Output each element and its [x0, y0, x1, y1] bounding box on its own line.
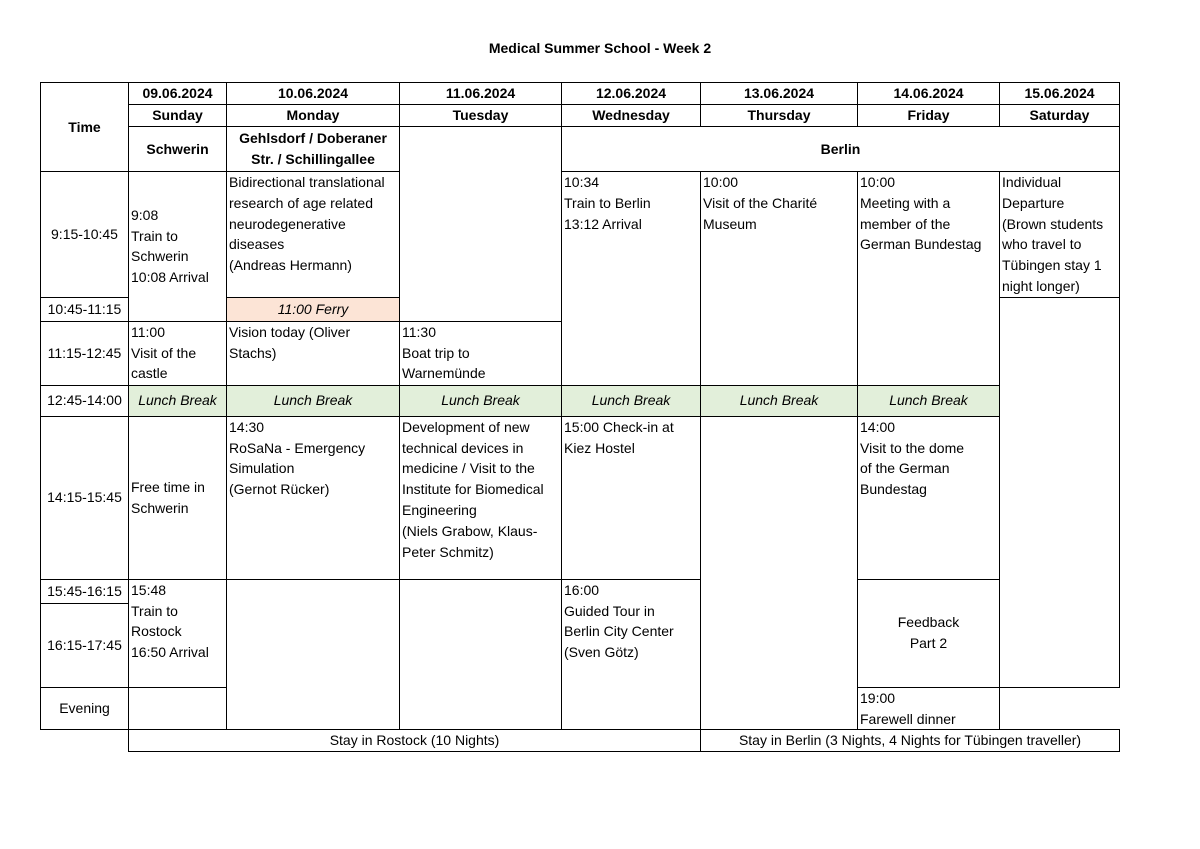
event-line: 10:00 [860, 174, 896, 190]
event-line: Peter Schmitz) [402, 543, 494, 560]
event-line: Free time in [131, 478, 205, 495]
event-boat-trip [400, 321, 562, 385]
event-line: Schwerin [131, 499, 189, 516]
event-line: Feedback [897, 614, 960, 631]
event-research-lecture [227, 172, 400, 298]
empty-cell [227, 579, 400, 730]
event-line: Bidirectional translational [229, 174, 385, 190]
date-monday: 10.06.2024 [227, 83, 400, 105]
date-sunday: 09.06.2024 [129, 83, 227, 105]
event-rosana-simulation [227, 416, 400, 579]
event-line: Visit of the [131, 344, 197, 361]
time-slot: 11:15-12:45 [41, 321, 129, 385]
event-line: (Niels Grabow, Klaus- [402, 522, 538, 539]
event-line: Guided Tour in [564, 602, 655, 619]
event-line: German Bundestag [860, 236, 982, 253]
event-line: Part 2 [909, 635, 948, 652]
day-saturday: Saturday [1000, 105, 1120, 127]
event-line: Meeting with a [860, 194, 951, 211]
empty-cell [701, 416, 858, 730]
time-slot: Evening [41, 687, 129, 730]
day-wednesday: Wednesday [562, 105, 701, 127]
day-monday: Monday [227, 105, 400, 127]
lunch-break: Lunch Break [701, 385, 858, 416]
event-line: Train to [131, 602, 178, 619]
date-tuesday: 11.06.2024 [400, 83, 562, 105]
event-line: 14:00 [860, 418, 896, 435]
event-line: of the German [860, 460, 950, 477]
event-charite-museum [701, 172, 858, 386]
lunch-break: Lunch Break [400, 385, 562, 416]
empty-cell [41, 730, 129, 752]
event-line: 9:08 [131, 206, 159, 223]
event-line: Development of new [402, 418, 530, 435]
event-line: research of age related [229, 194, 373, 211]
location-rostock [227, 127, 400, 172]
event-line: (Gernot Rücker) [229, 481, 330, 498]
event-line: 16:00 [564, 581, 600, 598]
date-thursday: 13.06.2024 [701, 83, 858, 105]
event-visit-castle [129, 321, 227, 385]
time-slot: 15:45-16:15 [41, 579, 129, 603]
schedule-table [40, 82, 1120, 752]
day-sunday: Sunday [129, 105, 227, 127]
location-berlin: Berlin [562, 127, 1120, 172]
event-line: 19:00 [860, 689, 896, 706]
time-slot: 16:15-17:45 [41, 603, 129, 687]
event-line: night longer) [1002, 277, 1080, 294]
location-schwerin: Schwerin [129, 127, 227, 172]
empty-cell [400, 579, 562, 730]
event-free-time [129, 416, 227, 579]
lunch-break: Lunch Break [129, 385, 227, 416]
event-line: 11:30 [402, 323, 436, 340]
event-line: Visit of the Charité [703, 194, 818, 211]
lunch-break: Lunch Break [227, 385, 400, 416]
event-line: Individual [1002, 174, 1062, 190]
event-line: 15:00 Check-in at [564, 418, 674, 435]
event-line: Museum [703, 215, 757, 232]
event-line: 16:50 Arrival [131, 644, 209, 661]
event-line: diseases [229, 236, 285, 253]
location-line: Gehlsdorf / Doberaner [239, 130, 387, 147]
date-wednesday: 12.06.2024 [562, 83, 701, 105]
day-tuesday: Tuesday [400, 105, 562, 127]
event-train-to-berlin [562, 172, 701, 386]
event-line: 11:00 [131, 323, 165, 340]
event-guided-tour [562, 579, 701, 730]
empty-cell [1000, 297, 1120, 687]
event-individual-departure [1000, 172, 1120, 298]
stay-rostock: Stay in Rostock (10 Nights) [129, 730, 701, 752]
location-line: Str. / Schillingallee [251, 151, 375, 167]
event-line: Institute for Biomedical [402, 481, 544, 498]
event-line: (Brown students [1002, 215, 1104, 232]
day-thursday: Thursday [701, 105, 858, 127]
event-line: Rostock [131, 623, 182, 640]
event-line: Stachs) [229, 344, 277, 361]
time-slot: 9:15-10:45 [41, 172, 129, 298]
event-line: 10:08 Arrival [131, 269, 209, 286]
page-title: Medical Summer School - Week 2 [488, 40, 712, 56]
event-train-to-schwerin [129, 172, 227, 322]
event-vision-today [227, 321, 400, 385]
event-line: RoSaNa - Emergency [229, 439, 366, 456]
event-line: neurodegenerative [229, 215, 346, 232]
event-line: Tübingen stay 1 [1002, 257, 1102, 274]
date-friday: 14.06.2024 [858, 83, 1000, 105]
event-line: medicine / Visit to the [402, 460, 535, 477]
event-bundestag-meeting [858, 172, 1000, 386]
event-farewell-dinner [858, 687, 1000, 730]
date-saturday: 15.06.2024 [1000, 83, 1120, 105]
time-slot: 12:45-14:00 [41, 385, 129, 416]
event-line: castle [131, 365, 168, 382]
event-line: Warnemünde [402, 365, 486, 382]
lunch-break: Lunch Break [858, 385, 1000, 416]
lunch-break: Lunch Break [562, 385, 701, 416]
event-line: Departure [1002, 194, 1065, 211]
event-line: Simulation [229, 460, 295, 477]
event-line: Schwerin [131, 248, 189, 265]
event-line: member of the [860, 215, 951, 232]
event-line: Train to [131, 227, 178, 244]
event-train-to-rostock [129, 579, 227, 687]
day-friday: Friday [858, 105, 1000, 127]
empty-cell [129, 687, 227, 730]
event-line: Bundestag [860, 481, 927, 498]
empty-cell [400, 127, 562, 322]
event-line: (Andreas Hermann) [229, 257, 352, 274]
event-line: 14:30 [229, 418, 265, 435]
event-ferry: 11:00 Ferry [227, 297, 400, 321]
event-line: Vision today (Oliver [229, 323, 351, 340]
event-line: who travel to [1002, 236, 1082, 253]
event-line: 10:00 [703, 174, 739, 190]
event-line: Train to Berlin [564, 194, 651, 211]
event-bundestag-dome [858, 416, 1000, 579]
event-line: Engineering [402, 501, 477, 518]
time-slot: 14:15-15:45 [41, 416, 129, 579]
event-line: 10:34 [564, 174, 600, 190]
event-feedback [858, 579, 1000, 687]
event-technical-devices [400, 416, 562, 579]
event-line: (Sven Götz) [564, 644, 639, 661]
event-line: technical devices in [402, 439, 524, 456]
event-line: Boat trip to [402, 344, 470, 361]
event-line: Berlin City Center [564, 623, 674, 640]
event-line: Visit to the dome [860, 439, 965, 456]
event-line: 13:12 Arrival [564, 215, 642, 232]
event-line: 15:48 [131, 581, 167, 598]
time-header: Time [41, 83, 129, 172]
event-line: Farewell dinner [860, 710, 956, 727]
event-hostel-checkin [562, 416, 701, 579]
time-slot: 10:45-11:15 [41, 297, 129, 321]
stay-berlin: Stay in Berlin (3 Nights, 4 Nights for Tübingen traveller) [701, 730, 1120, 752]
event-line: Kiez Hostel [564, 439, 635, 456]
